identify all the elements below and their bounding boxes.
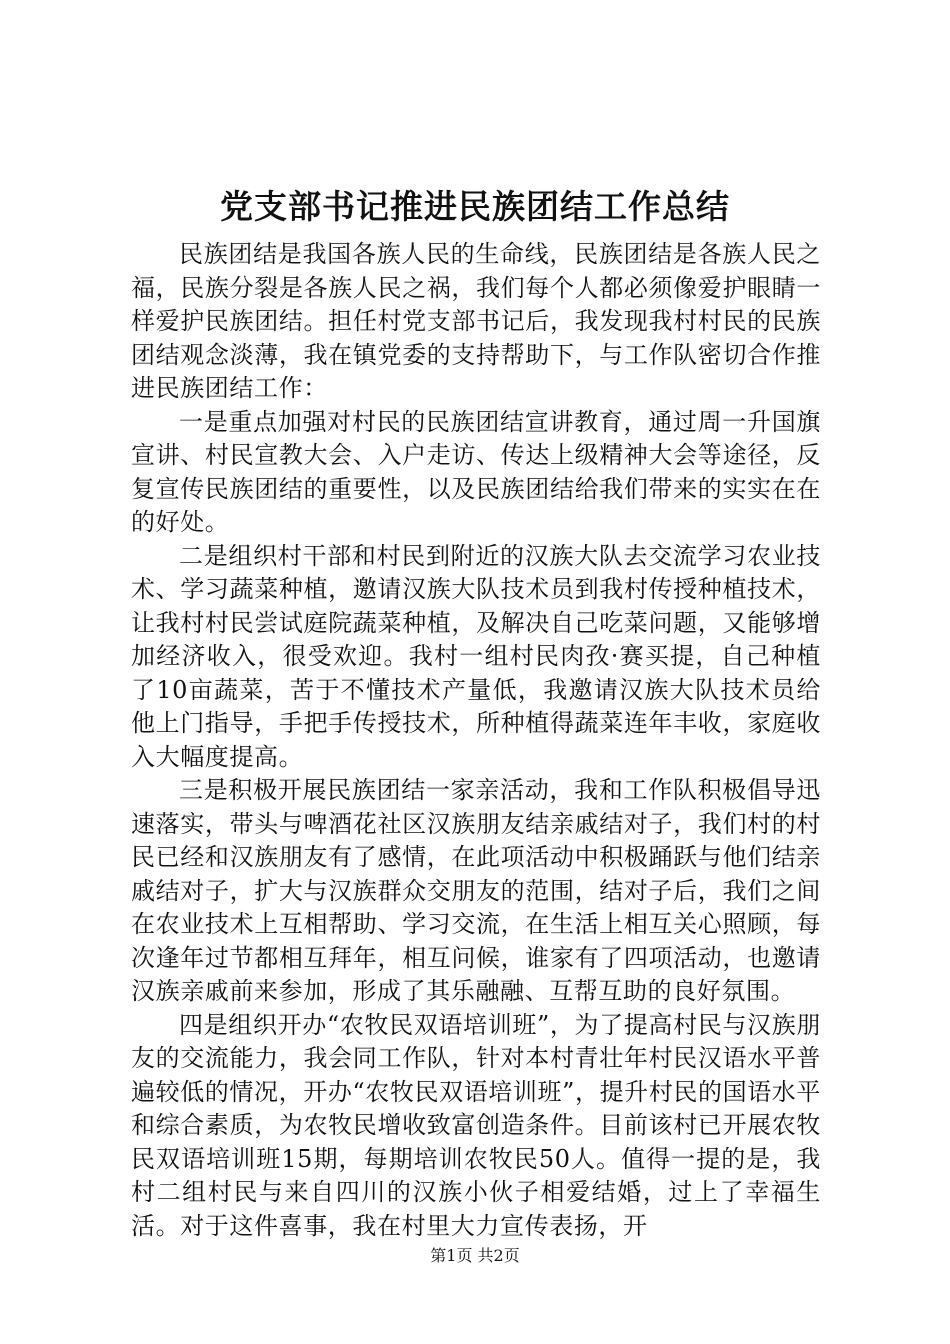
paragraph-point-3: 三是积极开展民族团结一家亲活动，我和工作队积极倡导迅速落实，带头与啤酒花社区汉族朋友结亲戚结对子，我们村的村民已经和汉族朋友有了感情，在此项活动中积极踊跃与他们结亲戚结对子，扩大与汉族群众交朋友的范围，结对子后，我们之间在农业技术上互相帮助、学习交流，在生活上相互关心照顾，每次逢年过节都相互拜年，相互问候，谁家有了四项活动，也邀请汉族亲戚前来参加，形成了其乐融融、互帮互助的良好氛围。 — [131, 776, 821, 1005]
document-title: 党支部书记推进民族团结工作总结 — [220, 187, 730, 226]
paragraph-point-1: 一是重点加强对村民的民族团结宣讲教育，通过周一升国旗宣讲、村民宣教大会、入户走访、传达上级精神大会等途径，反复宣传民族团结的重要性，以及民族团结给我们带来的实实在在的好处。 — [131, 407, 821, 536]
paragraph-point-4: 四是组织开办“农牧民双语培训班”，为了提高村民与汉族朋友的交流能力，我会同工作队，针对本村青壮年村民汉语水平普遍较低的情况，开办“农牧民双语培训班”，提升村民的国语水平和综合素质，为农牧民增收致富创造条件。目前该村已开展农牧民双语培训班15期，每期培训农牧民50人。值得一提的是，我村二组村民与来自四川的汉族小伙子相爱结婚，过上了幸福生活。对于这件喜事，我在村里大力宣传表扬，开 — [131, 1010, 821, 1240]
paragraph-point-2: 二是组织村干部和村民到附近的汉族大队去交流学习农业技术、学习蔬菜种植，邀请汉族大队技术员到我村传授种植技术，让我村村民尝试庭院蔬菜种植，及解决自己吃菜问题，又能够增加经济收入，很受欢迎。我村一组村民肉孜·赛买提，自己种植了10亩蔬菜，苦于不懂技术产量低，我邀请汉族大队技术员给他上门指导，手把手传授技术，所种植得蔬菜连年丰收，家庭收入大幅度提高。 — [131, 541, 821, 771]
paragraph-intro: 民族团结是我国各族人民的生命线，民族团结是各族人民之福，民族分裂是各族人民之祸，我们每个人都必须像爱护眼睛一样爱护民族团结。担任村党支部书记后，我发现我村村民的民族团结观念淡薄，我在镇党委的支持帮助下，与工作队密切合作推进民族团结工作： — [131, 240, 821, 402]
page-footer: 第1页 共2页 — [430, 1246, 520, 1265]
document-body — [131, 238, 821, 1243]
